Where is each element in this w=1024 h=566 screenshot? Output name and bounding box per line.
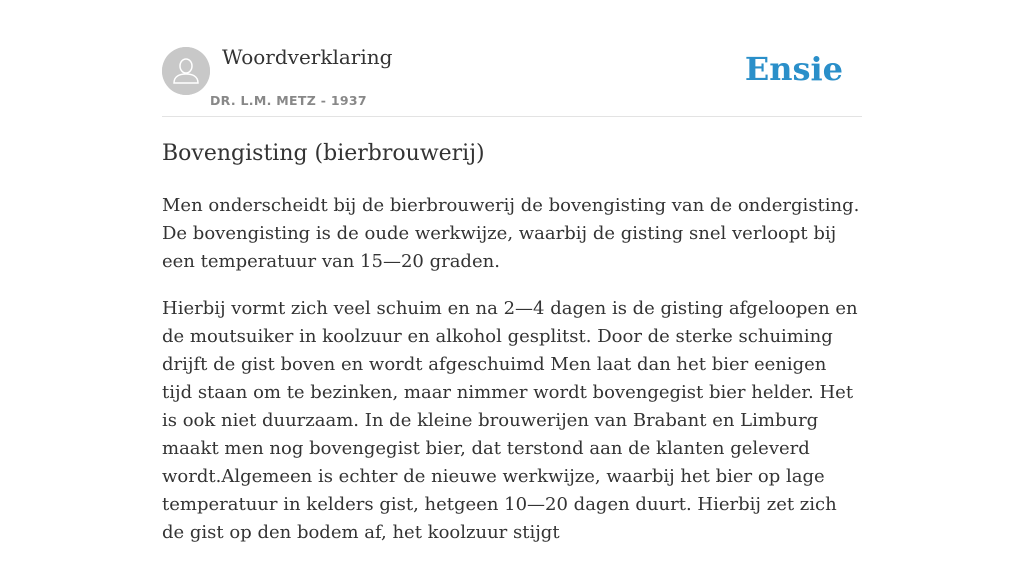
category-label: Woordverklaring [222,45,393,69]
article-title: Bovengisting (bierbrouwerij) [162,141,485,166]
header [162,0,862,117]
article-paragraph: Hierbij vormt zich veel schuim en na 2—4 dagen is de gisting afgeloopen en de moutsuiker in koolzuur en alkohol gesplitst. Door de sterke schuiming drijft de gist boven en wordt afgeschuimd Men laat dan het bier eenigen tijd staan om te bezinken, maar nimmer wordt bovengegist bier helder. Het is ook niet duurzaam. In de kleine brouwerijen van Brabant en Limburg maakt men nog bovengegist bier, dat terstond aan de klanten geleverd wordt.Algemeen is echter de nieuwe werkwijze, waarbij het bier op lage temperatuur in kelders gist, hetgeen 10—20 dagen duurt. Hierbij zet zich de gist op den bodem af, het koolzuur stijgt [162,298,858,543]
ensie-logo[interactable]: Ensie [744,50,843,88]
user-avatar-icon[interactable] [162,47,210,95]
article-paragraph: Men onderscheidt bij de bierbrouwerij de bovengisting van de ondergisting. De bovengisting is de oude werkwijze, waarbij de gisting snel verloopt bij een temperatuur van 15—20 graden. [162,195,860,272]
article-body [162,192,862,566]
source-attribution: DR. L.M. METZ - 1937 [210,93,367,108]
